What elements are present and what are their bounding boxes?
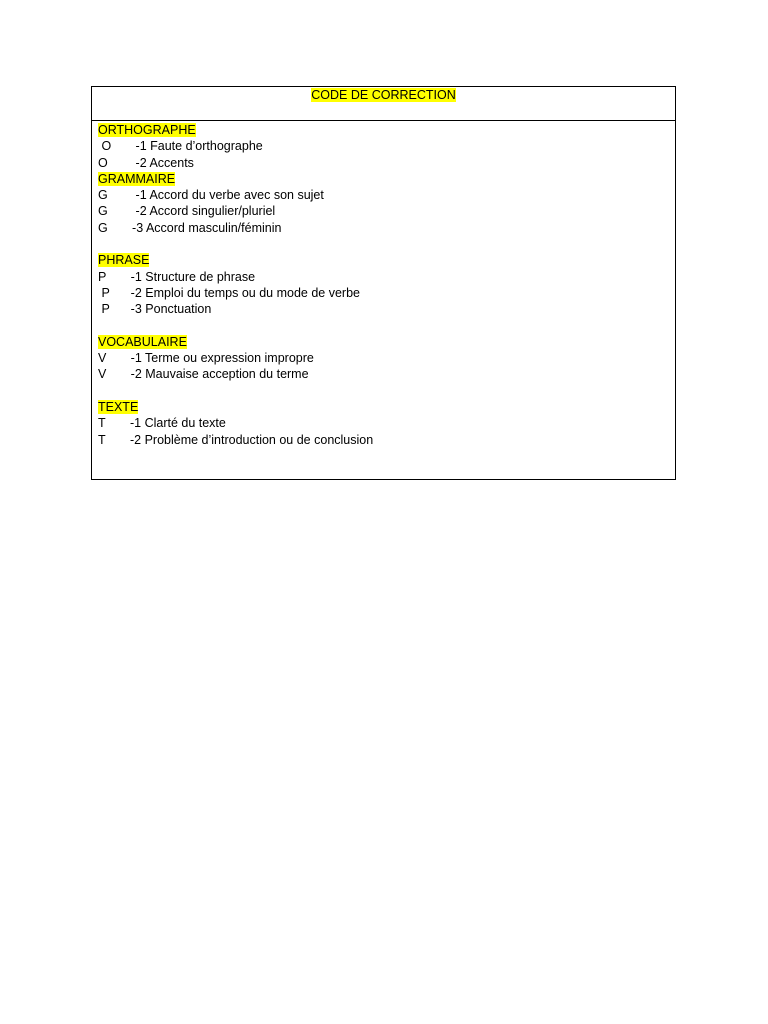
table-body-cell (92, 121, 675, 448)
correction-code-item (98, 203, 675, 219)
item-gap (108, 204, 136, 218)
correction-code-item (98, 269, 675, 285)
item-code-letter: V (98, 351, 107, 366)
item-code-letter: G (98, 204, 108, 219)
item-gap (106, 433, 130, 447)
item-number: -1 (130, 351, 142, 366)
item-label: Accord masculin/féminin (145, 220, 282, 235)
item-code-letter: G (98, 220, 108, 235)
item-label: Ponctuation (145, 302, 212, 317)
section-heading (98, 171, 675, 187)
item-number: -2 (130, 367, 142, 382)
section-heading (98, 334, 675, 350)
correction-code-item (98, 155, 675, 171)
correction-code-item (98, 366, 675, 382)
item-label: Accord singulier/pluriel (149, 204, 276, 219)
item-code-letter: P (101, 302, 110, 317)
item-label: Mauvaise acception du terme (145, 367, 309, 382)
blank-line (98, 383, 675, 399)
section-heading (98, 122, 675, 138)
item-gap (108, 221, 132, 235)
item-label: Problème d’introduction ou de conclusion (144, 432, 374, 447)
item-label: Emploi du temps ou du mode de verbe (145, 285, 360, 300)
correction-code-item (98, 138, 675, 154)
item-number: -1 (135, 139, 147, 154)
item-gap (110, 286, 131, 300)
section-heading (98, 252, 675, 268)
correction-code-item (98, 301, 675, 317)
section-heading-text: TEXTE (98, 400, 139, 415)
item-number: -2 (129, 432, 142, 447)
item-gap (106, 270, 130, 284)
correction-code-item (98, 187, 675, 203)
item-gap (106, 351, 130, 365)
section-heading-text: PHRASE (98, 253, 150, 268)
item-gap (111, 139, 135, 153)
item-gap (106, 367, 130, 381)
item-code-letter: O (101, 139, 112, 154)
item-label: Accord du verbe avec son sujet (149, 188, 324, 203)
section-heading-text: VOCABULAIRE (98, 334, 187, 349)
correction-code-item (98, 285, 675, 301)
correction-code-item (98, 350, 675, 366)
blank-line (98, 318, 675, 334)
item-number: -3 (130, 302, 142, 317)
item-number: -2 (130, 285, 142, 300)
item-code-letter: P (101, 285, 110, 300)
item-label: Terme ou expression impropre (145, 351, 314, 366)
item-code-letter: O (98, 155, 108, 170)
item-label: Structure de phrase (145, 269, 256, 284)
item-label: Accents (149, 155, 194, 170)
item-number: -1 (129, 416, 142, 431)
item-gap (108, 156, 136, 170)
item-number: -1 (135, 188, 147, 203)
item-code-letter: T (98, 416, 106, 431)
item-label: Clarté du texte (144, 416, 226, 431)
item-number: -2 (135, 204, 147, 219)
section-heading-text: GRAMMAIRE (98, 171, 176, 186)
item-number: -3 (132, 220, 144, 235)
item-code-letter: P (98, 269, 107, 284)
item-gap (106, 416, 130, 430)
section-heading-text: ORTHOGRAPHE (98, 123, 196, 137)
item-number: -1 (130, 269, 142, 284)
item-label: Faute d’orthographe (150, 139, 263, 154)
item-gap (110, 302, 131, 316)
item-gap (108, 188, 136, 202)
correction-code-item (98, 220, 675, 236)
correction-code-item (98, 432, 675, 448)
item-code-letter: G (98, 188, 108, 203)
item-code-letter: V (98, 367, 107, 382)
table-header-cell (92, 87, 675, 121)
blank-line (98, 236, 675, 252)
item-number: -2 (135, 155, 147, 170)
correction-code-item (98, 415, 675, 431)
item-code-letter: T (98, 432, 106, 447)
correction-code-table (91, 86, 676, 480)
section-heading (98, 399, 675, 415)
document-title: CODE DE CORRECTION (311, 88, 456, 102)
